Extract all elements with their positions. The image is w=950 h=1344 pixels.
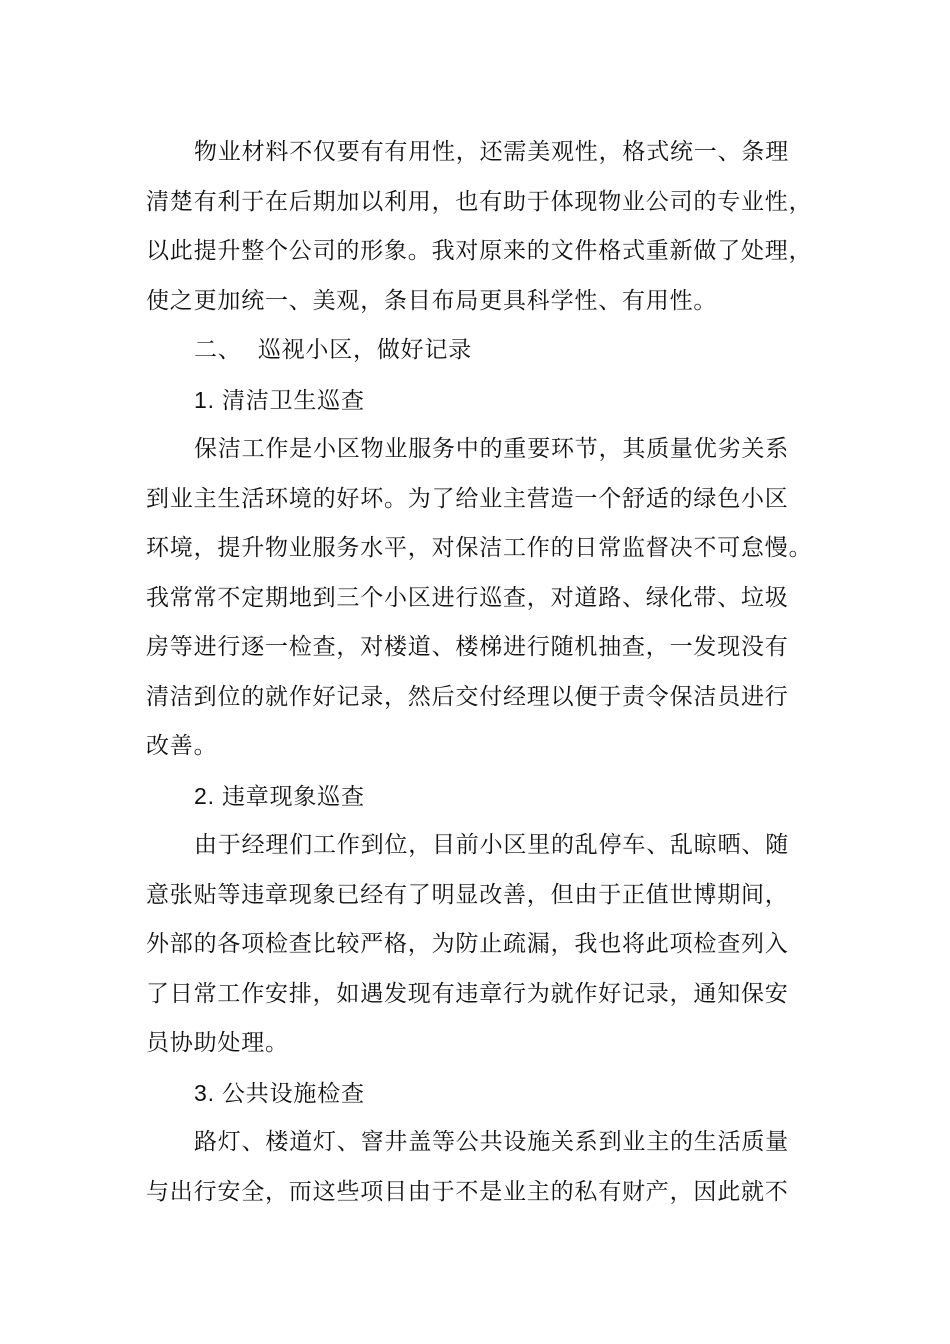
section-heading: 二、 巡视小区，做好记录	[194, 337, 473, 363]
paragraph-line: 房等进行逐一检查，对楼道、楼梯进行随机抽查，一发现没有	[146, 634, 789, 660]
paragraph-line: 到业主生活环境的好坏。为了给业主营造一个舒适的绿色小区	[146, 485, 789, 512]
paragraph-line: 环境，提升物业服务水平，对保洁工作的日常监督决不可怠慢。	[146, 535, 813, 561]
document-body	[146, 128, 826, 1217]
paragraph-line: 清洁到位的就作好记录，然后交付经理以便于责令保洁员进行	[146, 683, 789, 710]
paragraph-line: 外部的各项检查比较严格，为防止疏漏，我也将此项检查列入	[146, 931, 789, 957]
paragraph-line: 意张贴等违章现象已经有了明显改善，但由于正值世博期间，	[146, 881, 789, 908]
paragraph-line: 与出行安全，而这些项目由于不是业主的私有财产，因此就不	[146, 1178, 789, 1205]
subsection-heading: 3. 公共设施检查	[194, 1079, 365, 1106]
paragraph-line: 清楚有利于在后期加以利用，也有助于体现物业公司的专业性，	[146, 188, 813, 215]
paragraph-line: 以此提升整个公司的形象。我对原来的文件格式重新做了处理，	[146, 238, 813, 264]
paragraph-line: 我常常不定期地到三个小区进行巡查，对道路、绿化带、垃圾	[146, 584, 789, 611]
subsection-heading: 1. 清洁卫生巡查	[194, 386, 365, 413]
paragraph-line: 改善。	[146, 733, 218, 759]
paragraph-line: 路灯、楼道灯、窨井盖等公共设施关系到业主的生活质量	[194, 1129, 789, 1155]
paragraph-line: 了日常工作安排，如遇发现有违章行为就作好记录，通知保安	[146, 980, 789, 1007]
paragraph-line: 由于经理们工作到位，目前小区里的乱停车、乱晾晒、随	[194, 832, 789, 858]
paragraph-line: 使之更加统一、美观，条目布局更具科学性、有用性。	[146, 287, 718, 314]
paragraph-line: 保洁工作是小区物业服务中的重要环节，其质量优劣关系	[194, 436, 789, 462]
subsection-heading: 2. 违章现象巡查	[194, 782, 365, 809]
paragraph-line: 物业材料不仅要有有用性，还需美观性，格式统一、条理	[194, 139, 789, 165]
paragraph-line: 员协助处理。	[146, 1030, 289, 1056]
